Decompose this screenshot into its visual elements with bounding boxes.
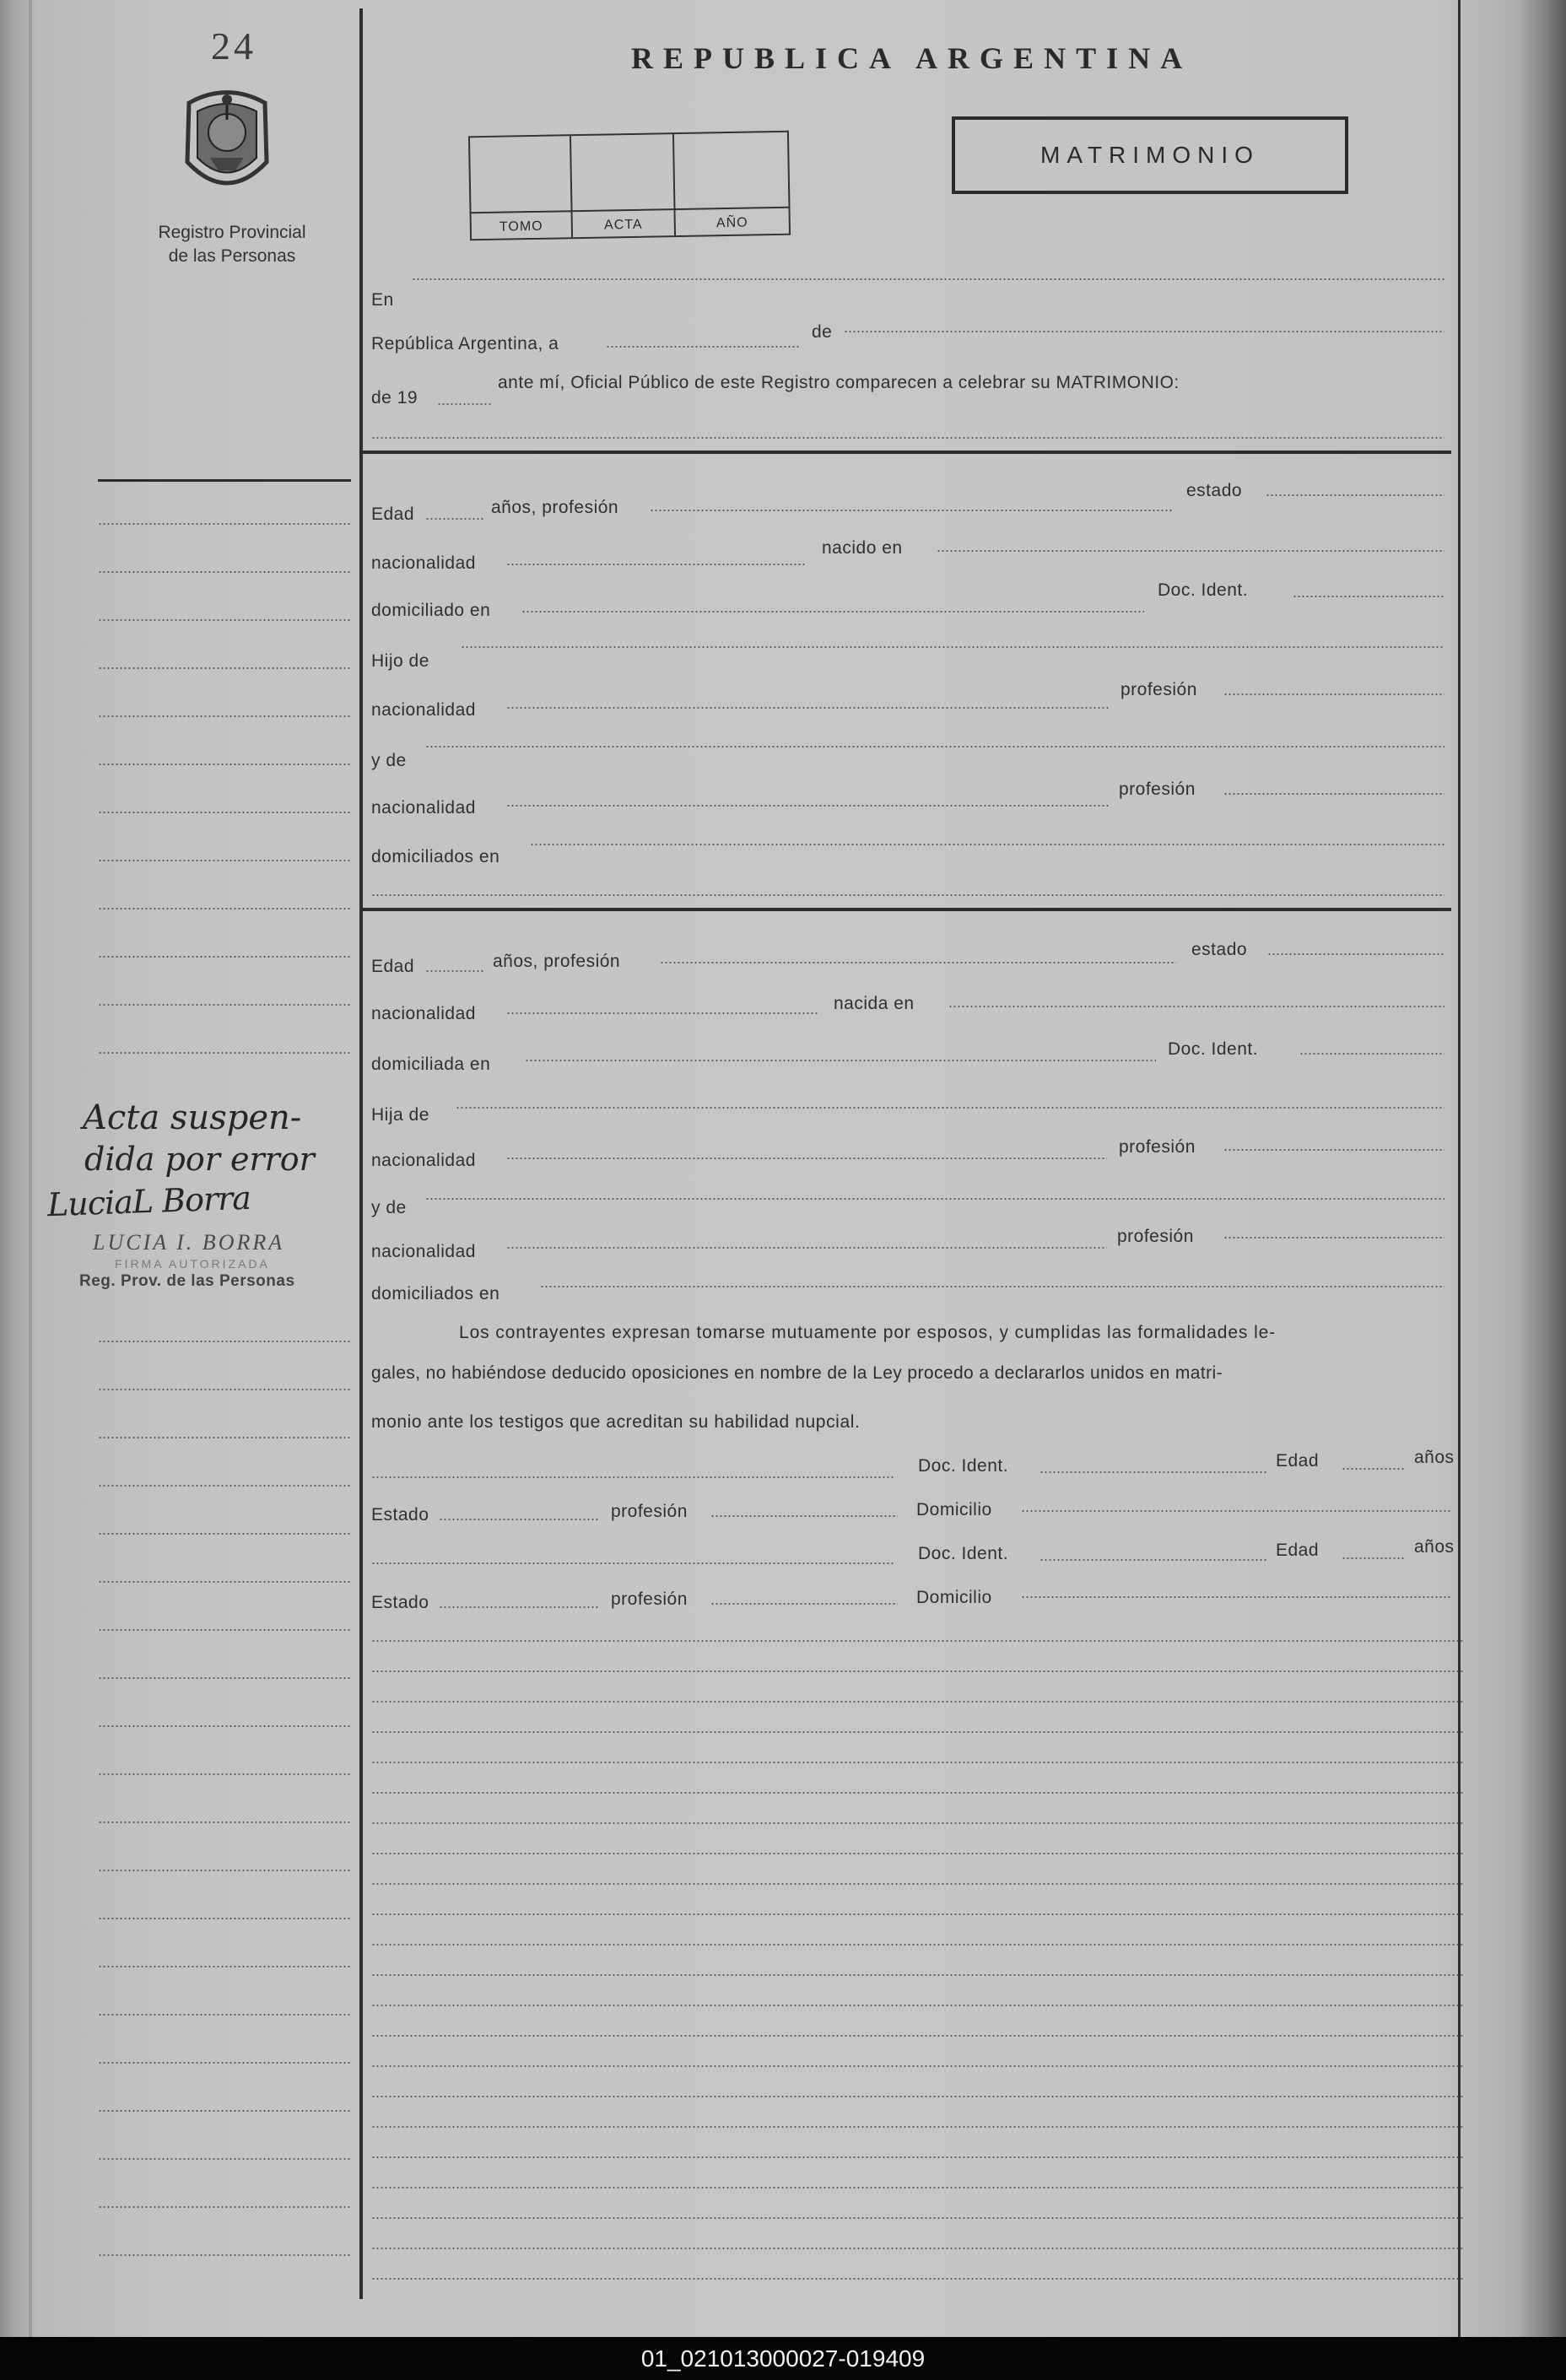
record-table-acta-cell [571,134,676,237]
registry-label [118,221,346,268]
margin-ruled-line [98,1773,351,1775]
bride-anos-profesion-label: años, profesión [493,952,621,971]
groom-profesion-line [650,510,1173,511]
bride-profesion1-label: profesión [1119,1137,1196,1157]
notes-ruled-line [371,1853,1465,1854]
margin-ruled-line [98,1437,351,1438]
groom-nacido-en-label: nacido en [822,538,903,558]
notes-ruled-line [371,1883,1465,1885]
bride-nacionalidad-label: nacionalidad [371,1004,476,1023]
bride-nacionalidad2-line [506,1158,1107,1159]
margin-ruled-line [98,2014,351,2016]
witness1-edad-line [1342,1468,1404,1470]
margin-ruled-line [98,715,351,717]
groom-domiciliados-en-label: domiciliados en [371,847,500,866]
groom-anos-profesion-label: años, profesión [491,498,619,517]
bride-profesion2-label: profesión [1117,1227,1194,1246]
notes-ruled-line [371,1974,1465,1976]
bride-profesion-line [660,962,1176,963]
groom-nacionalidad-label: nacionalidad [371,553,476,573]
groom-extra-line [371,894,1444,896]
notes-ruled-line [371,2156,1465,2158]
page-left-edge [29,0,32,2337]
notes-ruled-line [371,2126,1465,2128]
record-table-ano-cell [674,132,789,235]
witness1-doc-ident-line [1040,1471,1267,1473]
declaration-line3: monio ante los testigos que acreditan su habilidad nupcial. [371,1412,861,1432]
notes-ruled-line [371,1822,1465,1824]
witness1-doc-ident-label: Doc. Ident. [918,1456,1009,1476]
groom-domiciliados-line [530,844,1444,845]
margin-ruled-line [98,860,351,861]
intro-ante-label: ante mí, Oficial Público de este Registro comparecen a celebrar su MATRIMONIO: [498,373,1180,392]
margin-ruled-line [98,1629,351,1631]
bride-y-de-label: y de [371,1198,407,1217]
intro-year-line [437,403,493,405]
groom-estado-label: estado [1186,481,1243,500]
witness1-profesion-line [710,1515,898,1517]
bride-profesion2-line [1223,1237,1444,1239]
witness2-profesion-line [710,1603,898,1605]
record-table-ano-label: AÑO [716,215,748,231]
margin-ruled-line [98,523,351,525]
groom-domiciliado-line [521,611,1144,613]
witness1-anos-label: años [1414,1448,1455,1467]
stamp-registry: Reg. Prov. de las Personas [79,1272,295,1290]
bride-profesion1-line [1223,1149,1444,1151]
bride-edad-line [425,970,484,972]
groom-doc-ident-label: Doc. Ident. [1158,580,1249,600]
bride-domiciliados-line [540,1286,1444,1287]
witness2-name-line [371,1562,894,1564]
margin-ruled-line [98,571,351,573]
groom-edad-label: Edad [371,505,415,524]
left-column-divider [359,8,363,2299]
record-number-table [468,131,791,241]
groom-nacionalidad3-label: nacionalidad [371,798,476,818]
notes-ruled-line [371,1762,1465,1763]
margin-ruled-line [98,908,351,909]
bride-edad-label: Edad [371,957,415,976]
bride-hija-de-line [456,1107,1444,1109]
intro-month-line [844,331,1444,332]
witness2-profesion-label: profesión [611,1589,688,1609]
document-title: REPUBLICA ARGENTINA [631,41,1193,75]
record-type-box: MATRIMONIO [952,116,1348,194]
bride-domiciliada-line [525,1060,1156,1061]
margin-handwritten-line2: dida por error [84,1141,315,1178]
groom-profesion1-label: profesión [1120,680,1197,699]
witness2-edad-label: Edad [1276,1541,1320,1560]
coat-of-arms-icon [172,86,282,204]
notes-ruled-line [371,2035,1465,2037]
groom-nacionalidad3-line [506,805,1109,807]
witness1-domicilio-label: Domicilio [916,1500,992,1519]
margin-ruled-line [98,1389,351,1390]
margin-ruled-line [98,1966,351,1967]
groom-nacionalidad2-label: nacionalidad [371,700,476,720]
notes-ruled-line [371,2217,1465,2219]
stamp-name: LUCIA I. BORRA [93,1230,285,1255]
notes-ruled-line [371,1944,1465,1946]
margin-ruled-line [98,1677,351,1679]
notes-ruled-line [371,1670,1465,1672]
registry-label-line1: Registro Provincial [158,223,306,242]
notes-ruled-line [371,2096,1465,2097]
margin-ruled-line [98,2206,351,2208]
groom-hijo-de-label: Hijo de [371,651,429,671]
right-border-line [1458,0,1461,2337]
record-table-acta-label: ACTA [603,217,643,233]
margin-ruled-line [98,1052,351,1054]
bride-nacida-en-label: nacida en [834,994,915,1013]
witness1-estado-label: Estado [371,1505,429,1525]
notes-ruled-line [371,2005,1465,2006]
bride-doc-ident-label: Doc. Ident. [1168,1039,1259,1059]
groom-domiciliado-en-label: domiciliado en [371,601,491,620]
groom-nacionalidad2-line [506,707,1109,709]
bride-doc-ident-line [1299,1053,1444,1055]
margin-ruled-line [98,956,351,958]
witness2-doc-ident-label: Doc. Ident. [918,1544,1009,1563]
margin-ruled-line [98,2110,351,2112]
witness2-domicilio-label: Domicilio [916,1588,992,1607]
margin-ruled-line [98,1485,351,1487]
notes-ruled-line [371,1640,1465,1642]
margin-handwritten-line1: Acta suspen- [83,1098,302,1137]
groom-y-de-label: y de [371,751,407,770]
margin-ruled-line [98,764,351,765]
notes-ruled-line [371,2187,1465,2188]
scan-file-id: 01_021013000027-019409 [0,2337,1566,2380]
witness1-profesion-label: profesión [611,1502,688,1521]
page-right-shadow [1515,0,1566,2337]
notes-ruled-line [371,1913,1465,1915]
bride-estado-line [1267,953,1444,955]
margin-ruled-line [98,1725,351,1727]
margin-ruled-line [98,1533,351,1535]
witness2-anos-label: años [1414,1537,1455,1557]
left-column-top-rule [98,479,351,482]
notes-ruled-line [371,2278,1465,2280]
witness2-estado-line [439,1606,599,1608]
intro-de-label: de [812,322,833,342]
stamp-role: FIRMA AUTORIZADA [115,1257,270,1271]
groom-nacido-en-line [937,550,1444,552]
notes-ruled-line [371,1701,1465,1703]
intro-en-line [412,278,1444,280]
groom-y-de-line [425,746,1444,747]
intro-en-label: En [371,290,394,310]
bride-estado-label: estado [1191,940,1248,959]
notes-ruled-line [371,1731,1465,1733]
bride-domiciliada-en-label: domiciliada en [371,1055,491,1074]
bride-y-de-line [425,1198,1444,1200]
declaration-line1: Los contrayentes expresan tomarse mutuamente por esposos, y cumplidas las formalidades le- [459,1323,1277,1342]
margin-ruled-line [98,2062,351,2064]
bride-nacida-en-line [948,1006,1444,1007]
intro-de19-label: de 19 [371,388,418,407]
groom-hijo-de-line [461,646,1444,648]
groom-edad-line [425,518,484,520]
groom-profesion2-line [1223,793,1444,795]
witness2-doc-ident-line [1040,1559,1267,1561]
witness2-domicilio-line [1021,1596,1451,1598]
witness1-estado-line [439,1519,599,1520]
witness1-edad-label: Edad [1276,1451,1320,1471]
intro-day-line [606,346,800,348]
margin-ruled-line [98,1341,351,1342]
groom-doc-ident-line [1293,596,1444,597]
witness1-name-line [371,1476,894,1478]
groom-nacionalidad-line [506,564,807,565]
margin-ruled-line [98,1581,351,1583]
margin-ruled-line [98,1004,351,1006]
margin-ruled-line [98,812,351,813]
bride-domiciliados-en-label: domiciliados en [371,1284,500,1303]
notes-ruled-line [371,2065,1465,2067]
margin-ruled-line [98,1870,351,1871]
groom-profesion2-label: profesión [1119,780,1196,799]
bride-hija-de-label: Hija de [371,1105,429,1125]
witness1-domicilio-line [1021,1510,1451,1512]
margin-signature: LuciaL Borra [46,1179,251,1224]
witness2-estado-label: Estado [371,1593,429,1612]
notes-ruled-line [371,2248,1465,2249]
margin-ruled-line [98,2254,351,2256]
registry-label-line2: de las Personas [168,246,296,266]
groom-estado-line [1266,494,1444,496]
intro-republica-label: República Argentina, a [371,334,559,353]
bride-nacionalidad-line [506,1012,818,1014]
declaration-line2: gales, no habiéndose deducido oposiciones en nombre de la Ley procedo a declararlos unidos en matri- [371,1363,1223,1383]
notes-ruled-line [371,1792,1465,1794]
witness2-edad-line [1342,1557,1404,1559]
margin-ruled-line [98,619,351,621]
record-table-tomo-cell [470,136,573,239]
bride-nacionalidad2-label: nacionalidad [371,1151,476,1170]
bride-nacionalidad3-line [506,1247,1107,1249]
record-table-tomo-label: TOMO [499,219,543,235]
intro-extra-line [371,437,1444,439]
section-divider-bride [363,908,1451,911]
section-divider-groom [363,451,1451,454]
margin-ruled-line [98,667,351,669]
bride-nacionalidad3-label: nacionalidad [371,1242,476,1261]
groom-profesion1-line [1223,693,1444,695]
margin-ruled-line [98,1918,351,1919]
page-number: 24 [211,24,256,67]
margin-ruled-line [98,2158,351,2160]
margin-ruled-line [98,1821,351,1823]
